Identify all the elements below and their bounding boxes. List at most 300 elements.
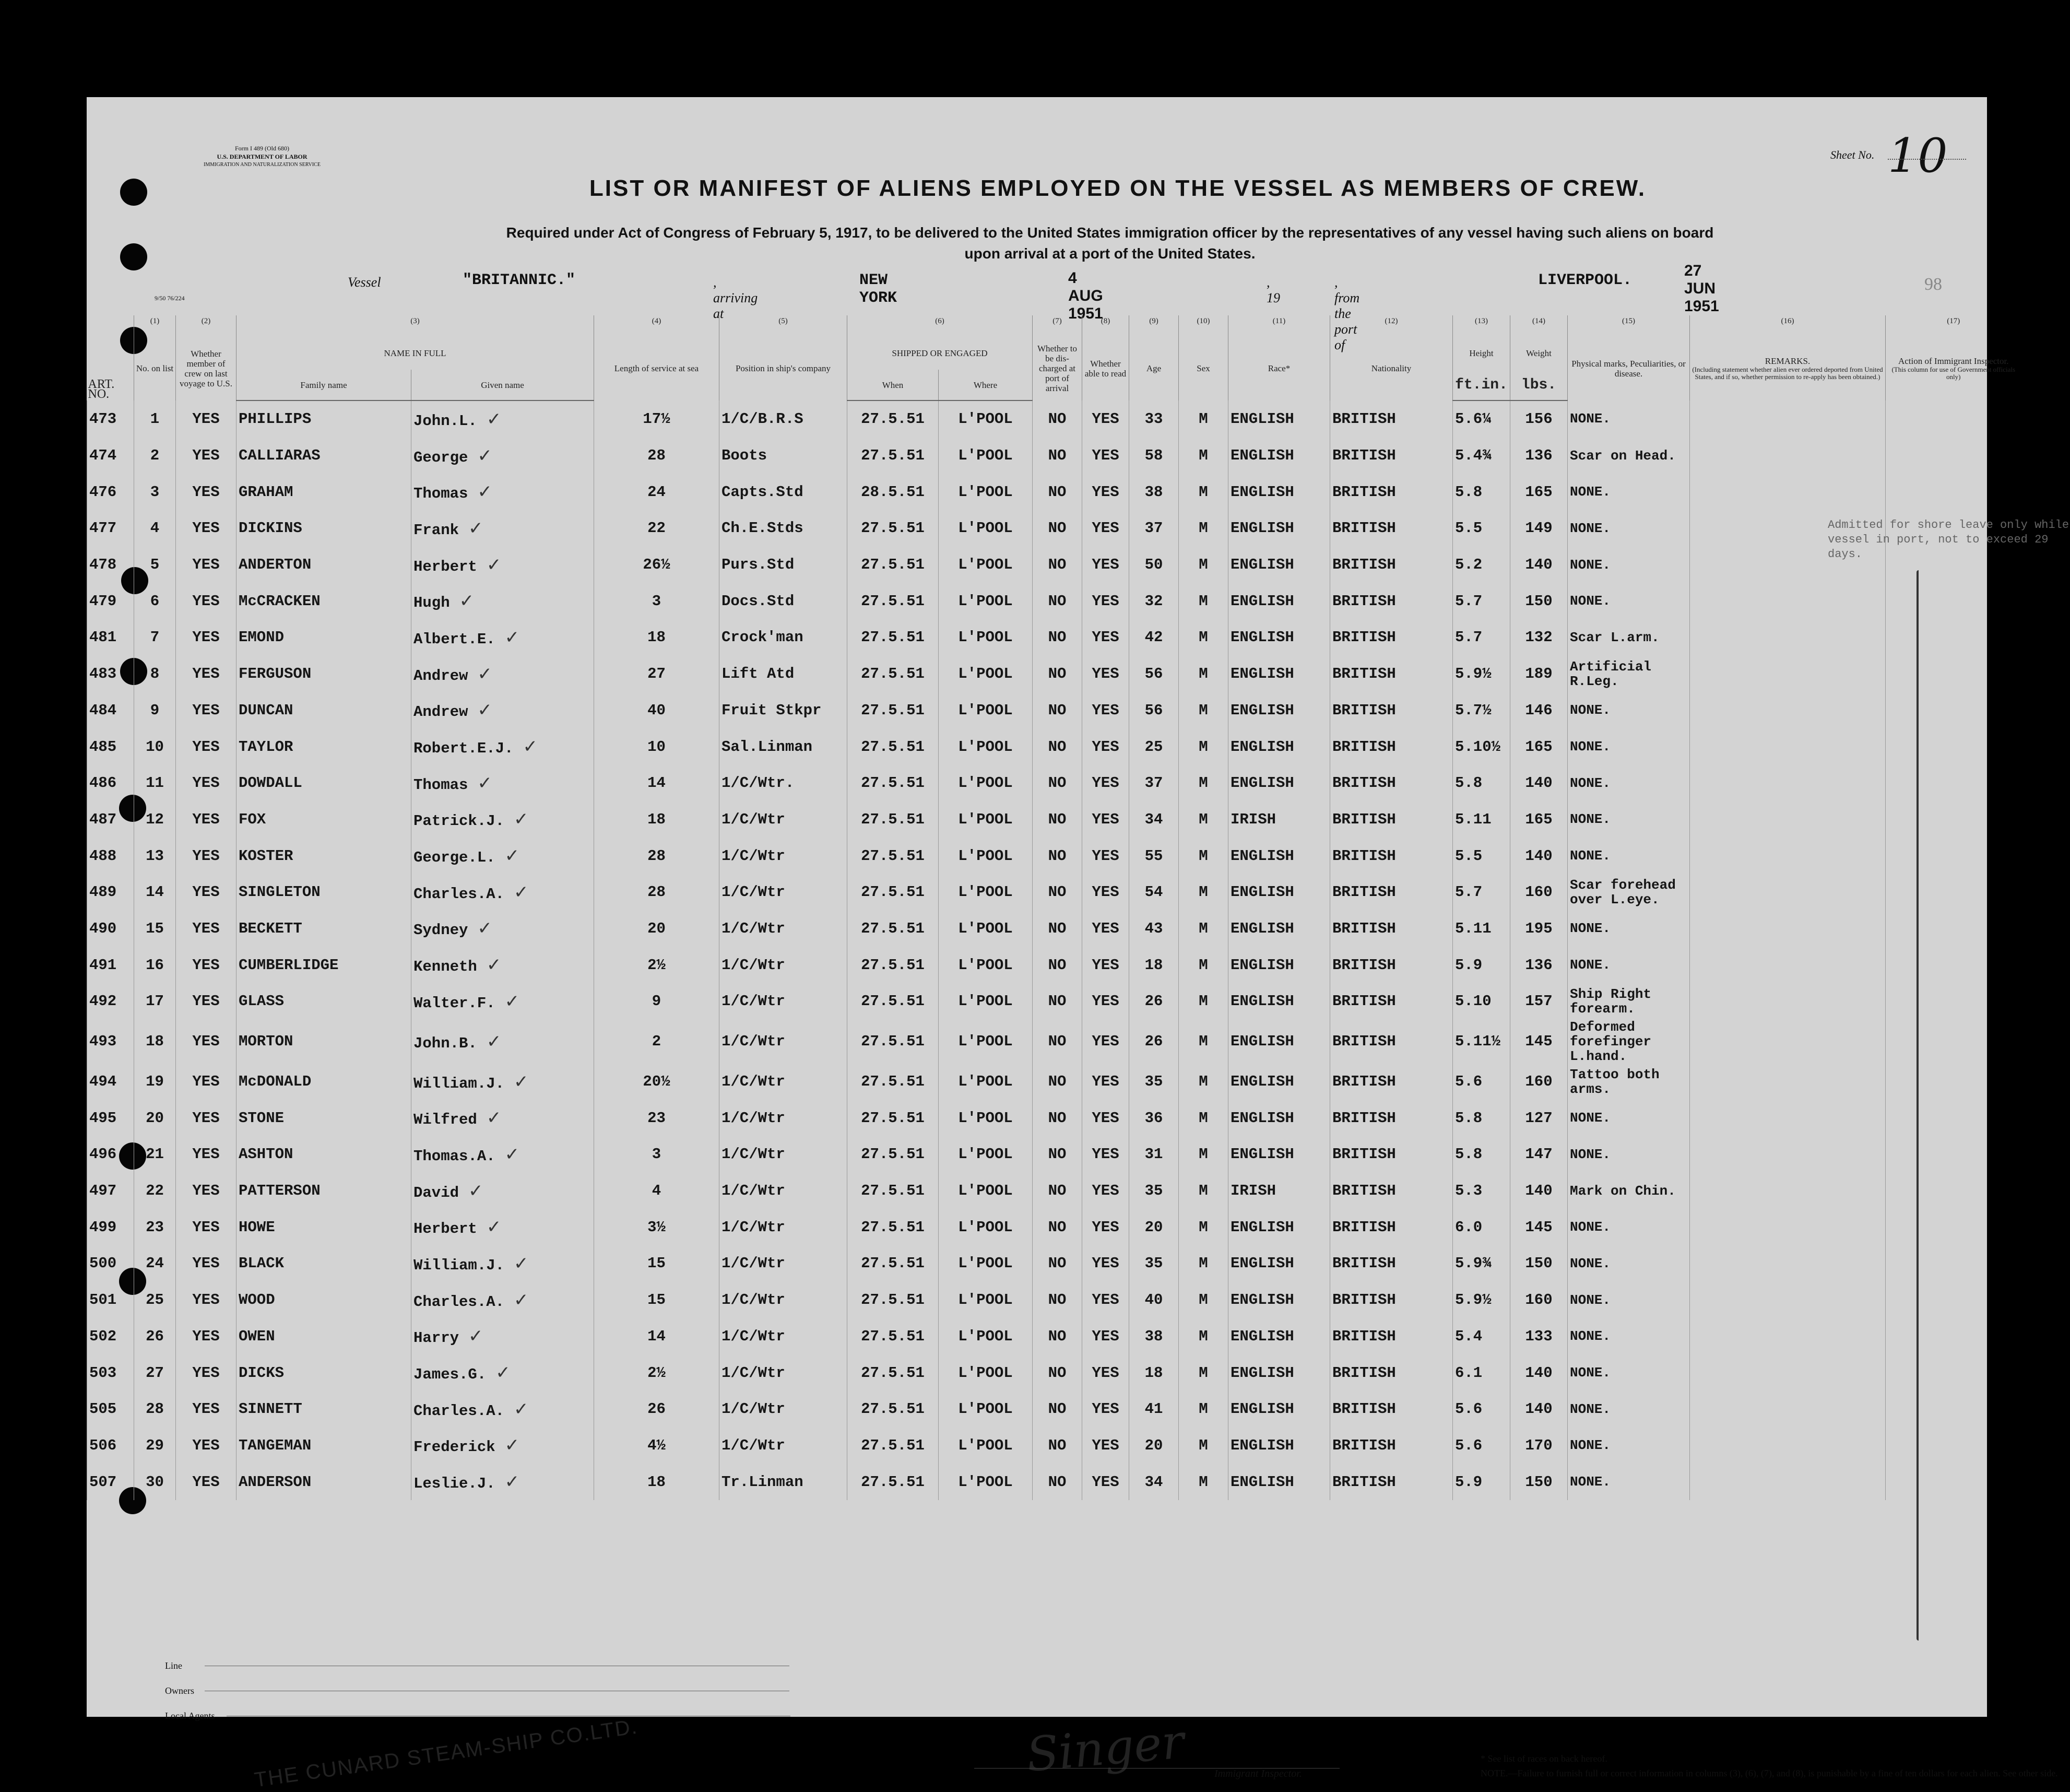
sex-cell xyxy=(1179,656,1228,692)
position-cell xyxy=(719,983,847,1020)
weight-cell-text: 140 xyxy=(1525,1182,1553,1200)
member-cell-text: YES xyxy=(192,629,220,646)
race-cell xyxy=(1228,474,1330,510)
sheet-line xyxy=(1888,159,1966,160)
when-cell xyxy=(847,583,939,619)
discharge-cell xyxy=(1033,1136,1082,1173)
read-cell-text: YES xyxy=(1092,956,1119,974)
table-row xyxy=(87,1318,2021,1355)
nationality-cell xyxy=(1330,583,1453,619)
member-cell xyxy=(176,656,236,692)
remarks-cell xyxy=(1690,947,1886,983)
when-cell xyxy=(847,1464,939,1500)
race-cell-text: ENGLISH xyxy=(1231,1473,1294,1491)
col-num-1: (1) xyxy=(134,315,176,336)
member-cell xyxy=(176,1282,236,1318)
row-no-text: 30 xyxy=(146,1473,164,1491)
where-cell-text: L'POOL xyxy=(958,883,1013,901)
nationality-cell xyxy=(1330,728,1453,765)
family-name-cell xyxy=(236,765,411,801)
where-cell-text: L'POOL xyxy=(958,1182,1013,1200)
given-name-cell xyxy=(411,510,594,547)
member-cell xyxy=(176,765,236,801)
age-cell-text: 35 xyxy=(1144,1182,1163,1200)
age-cell xyxy=(1129,765,1179,801)
length-cell-text: 24 xyxy=(647,483,666,501)
age-cell-text: 54 xyxy=(1144,883,1163,901)
given-name-cell-text: Kenneth xyxy=(413,958,477,976)
age-cell-text: 37 xyxy=(1144,520,1163,537)
race-cell xyxy=(1228,1464,1330,1500)
family-name-cell-text: ANDERTON xyxy=(239,556,312,574)
length-cell-text: 27 xyxy=(647,665,666,683)
row-no-text: 25 xyxy=(146,1291,164,1309)
height-cell-text: 5.9 xyxy=(1455,1473,1483,1491)
weight-cell xyxy=(1510,438,1568,474)
length-cell xyxy=(594,1282,719,1318)
length-cell-text: 20 xyxy=(647,919,666,937)
age-cell xyxy=(1129,692,1179,729)
nationality-cell xyxy=(1330,1354,1453,1391)
nationality-cell-text: BRITISH xyxy=(1332,592,1396,610)
sex-cell xyxy=(1179,510,1228,547)
weight-cell-text: 165 xyxy=(1525,810,1553,828)
art-no xyxy=(87,838,134,874)
sex-cell-text: M xyxy=(1199,1436,1208,1454)
when-cell-text: 28.5.51 xyxy=(861,483,925,501)
length-cell-text: 28 xyxy=(647,883,666,901)
discharge-cell-text: NO xyxy=(1048,1146,1067,1163)
action-title: Action of Immigrant Inspector. xyxy=(1898,356,2009,366)
length-cell xyxy=(594,400,719,438)
nationality-cell-text: BRITISH xyxy=(1332,520,1396,537)
position-cell xyxy=(719,583,847,619)
when-cell xyxy=(847,801,939,838)
member-cell-text: YES xyxy=(192,1291,220,1309)
discharge-cell-text: NO xyxy=(1048,1255,1067,1272)
nationality-cell-text: BRITISH xyxy=(1332,810,1396,828)
position-cell-text: 1/C/Wtr xyxy=(721,1073,785,1091)
read-cell-text: YES xyxy=(1092,1146,1119,1163)
where-cell xyxy=(939,400,1033,438)
position-cell xyxy=(719,765,847,801)
where-cell-text: L'POOL xyxy=(958,1033,1013,1051)
race-cell-text: ENGLISH xyxy=(1231,483,1294,501)
member-cell xyxy=(176,1209,236,1245)
age-cell-text: 41 xyxy=(1144,1400,1163,1418)
age-cell xyxy=(1129,1428,1179,1464)
row-no xyxy=(134,1464,176,1500)
where-cell-text: L'POOL xyxy=(958,410,1013,428)
marks-cell xyxy=(1568,1100,1690,1136)
where-cell-text: L'POOL xyxy=(958,847,1013,865)
action-cell xyxy=(1886,983,2021,1020)
position-cell-text: 1/C/Wtr xyxy=(721,1364,785,1382)
race-cell-text: ENGLISH xyxy=(1231,883,1294,901)
art-no-text: 484 xyxy=(89,701,117,719)
position-cell-text: Purs.Std xyxy=(721,556,795,574)
family-name-cell xyxy=(236,1209,411,1245)
race-cell-text: ENGLISH xyxy=(1231,1033,1294,1051)
family-name-cell-text: DICKINS xyxy=(239,520,302,537)
row-no xyxy=(134,838,176,874)
family-name-cell xyxy=(236,1391,411,1428)
family-name-cell-text: SINNETT xyxy=(239,1400,302,1418)
nationality-cell-text: BRITISH xyxy=(1332,1033,1396,1051)
race-cell-text: ENGLISH xyxy=(1231,774,1294,792)
race-cell-text: ENGLISH xyxy=(1231,1255,1294,1272)
when-cell-text: 27.5.51 xyxy=(861,956,925,974)
when-cell-text: 27.5.51 xyxy=(861,1109,925,1127)
check-mark-icon: ✓ xyxy=(477,700,492,721)
subtitle-line-1: Required under Act of Congress of February 5, 1917, to be delivered to the United States immigration officer by the representatives of any vessel having such aliens on board xyxy=(506,225,1714,241)
race-cell xyxy=(1228,656,1330,692)
marks-cell xyxy=(1568,1173,1690,1209)
given-name-cell-text: John.L. xyxy=(413,412,477,430)
when-cell xyxy=(847,619,939,656)
position-cell xyxy=(719,1020,847,1064)
race-cell xyxy=(1228,438,1330,474)
sex-cell-text: M xyxy=(1199,738,1208,756)
where-cell xyxy=(939,692,1033,729)
member-cell-text: YES xyxy=(192,1109,220,1127)
given-name-cell-text: Thomas.A. xyxy=(413,1147,495,1165)
where-cell xyxy=(939,1020,1033,1064)
where-cell xyxy=(939,656,1033,692)
col-num-8: (8) xyxy=(1082,315,1129,336)
check-mark-icon: ✓ xyxy=(486,1031,502,1052)
height-cell-text: 5.8 xyxy=(1455,1109,1483,1127)
read-cell-text: YES xyxy=(1092,701,1119,719)
row-no-text: 18 xyxy=(146,1033,164,1051)
when-cell-text: 27.5.51 xyxy=(861,1473,925,1491)
given-name-cell-text: George.L. xyxy=(413,849,495,867)
family-name-cell-text: CUMBERLIDGE xyxy=(239,956,339,974)
check-mark-icon: ✓ xyxy=(459,591,475,612)
when-cell xyxy=(847,947,939,983)
action-cell xyxy=(1886,1100,2021,1136)
length-cell-text: 40 xyxy=(647,701,666,719)
remarks-cell xyxy=(1690,765,1886,801)
col-physical-marks: Physical marks, Peculiarities, or disease. xyxy=(1568,336,1690,400)
marks-cell xyxy=(1568,510,1690,547)
read-cell-text: YES xyxy=(1092,1400,1119,1418)
where-cell-text: L'POOL xyxy=(958,1436,1013,1454)
length-cell-text: 10 xyxy=(647,738,666,756)
age-cell xyxy=(1129,801,1179,838)
weight-cell-text: 147 xyxy=(1525,1146,1553,1163)
member-cell xyxy=(176,728,236,765)
row-no xyxy=(134,1354,176,1391)
when-cell xyxy=(847,1391,939,1428)
given-name-cell xyxy=(411,765,594,801)
member-cell xyxy=(176,1100,236,1136)
read-cell-text: YES xyxy=(1092,592,1119,610)
weight-cell-text: 170 xyxy=(1525,1436,1553,1454)
row-no xyxy=(134,1173,176,1209)
age-cell xyxy=(1129,1318,1179,1355)
discharge-cell xyxy=(1033,656,1082,692)
position-cell-text: 1/C/Wtr xyxy=(721,1327,785,1345)
member-cell-text: YES xyxy=(192,883,220,901)
remarks-cell xyxy=(1690,656,1886,692)
where-cell xyxy=(939,510,1033,547)
nationality-cell xyxy=(1330,1136,1453,1173)
race-cell xyxy=(1228,1100,1330,1136)
remarks-cell xyxy=(1690,801,1886,838)
age-cell-text: 38 xyxy=(1144,1327,1163,1345)
member-cell-text: YES xyxy=(192,1436,220,1454)
when-cell-text: 27.5.51 xyxy=(861,592,925,610)
sex-cell-text: M xyxy=(1199,483,1208,501)
read-cell xyxy=(1082,1209,1129,1245)
position-cell xyxy=(719,547,847,583)
column-number-row xyxy=(87,315,2021,336)
length-cell-text: 15 xyxy=(647,1291,666,1309)
length-cell-text: 15 xyxy=(647,1255,666,1272)
age-cell-text: 50 xyxy=(1144,556,1163,574)
where-cell xyxy=(939,1464,1033,1500)
col-num-9: (9) xyxy=(1129,315,1179,336)
arrival-port: NEW YORK xyxy=(859,272,897,307)
nationality-cell xyxy=(1330,1209,1453,1245)
col-age: Age xyxy=(1129,336,1179,400)
nationality-cell xyxy=(1330,874,1453,911)
art-no-text: 495 xyxy=(89,1109,117,1127)
age-cell xyxy=(1129,474,1179,510)
discharge-cell xyxy=(1033,438,1082,474)
weight-cell-text: 146 xyxy=(1525,701,1553,719)
member-cell-text: YES xyxy=(192,1400,220,1418)
nationality-cell xyxy=(1330,801,1453,838)
given-name-cell xyxy=(411,1173,594,1209)
sex-cell-text: M xyxy=(1199,774,1208,792)
page-title: LIST OR MANIFEST OF ALIENS EMPLOYED ON THE VESSEL AS MEMBERS OF CREW. xyxy=(589,175,1647,201)
art-no-text: 473 xyxy=(89,410,117,428)
action-cell xyxy=(1886,1173,2021,1209)
length-cell xyxy=(594,438,719,474)
age-cell xyxy=(1129,510,1179,547)
race-cell xyxy=(1228,874,1330,911)
when-cell-text: 27.5.51 xyxy=(861,1033,925,1051)
discharge-cell xyxy=(1033,1064,1082,1100)
where-cell xyxy=(939,1209,1033,1245)
nationality-cell-text: BRITISH xyxy=(1332,1473,1396,1491)
height-cell xyxy=(1453,510,1510,547)
marks-cell xyxy=(1568,656,1690,692)
discharge-cell-text: NO xyxy=(1048,810,1067,828)
length-cell xyxy=(594,911,719,947)
art-no xyxy=(87,911,134,947)
read-cell xyxy=(1082,1020,1129,1064)
art-no xyxy=(87,1064,134,1100)
art-no xyxy=(87,1318,134,1355)
marks-cell xyxy=(1568,911,1690,947)
length-cell xyxy=(594,1318,719,1355)
art-no-text: 494 xyxy=(89,1073,117,1091)
weight-cell xyxy=(1510,765,1568,801)
age-cell-text: 35 xyxy=(1144,1073,1163,1091)
discharge-cell xyxy=(1033,801,1082,838)
where-cell xyxy=(939,547,1033,583)
inspector-signature: Singer xyxy=(1024,1714,1187,1783)
position-cell-text: Crock'man xyxy=(721,629,803,646)
length-cell xyxy=(594,1428,719,1464)
read-cell xyxy=(1082,983,1129,1020)
check-mark-icon: ✓ xyxy=(504,1471,520,1493)
discharge-cell xyxy=(1033,1428,1082,1464)
nationality-cell xyxy=(1330,400,1453,438)
weight-cell-text: 140 xyxy=(1525,556,1553,574)
marks-cell xyxy=(1568,400,1690,438)
discharge-cell xyxy=(1033,400,1082,438)
read-cell-text: YES xyxy=(1092,1033,1119,1051)
weight-cell-text: 157 xyxy=(1525,993,1553,1010)
table-row xyxy=(87,1209,2021,1245)
nationality-cell-text: BRITISH xyxy=(1332,483,1396,501)
family-name-cell xyxy=(236,947,411,983)
discharge-cell xyxy=(1033,765,1082,801)
given-name-cell xyxy=(411,1245,594,1282)
position-cell-text: 1/C/Wtr xyxy=(721,1436,785,1454)
member-cell xyxy=(176,947,236,983)
column-title-row xyxy=(87,336,2021,370)
sex-cell xyxy=(1179,1428,1228,1464)
family-name-cell xyxy=(236,728,411,765)
row-no-text: 11 xyxy=(146,774,164,792)
nationality-cell-text: BRITISH xyxy=(1332,1364,1396,1382)
row-no xyxy=(134,583,176,619)
given-name-cell xyxy=(411,1354,594,1391)
col-num-11: (11) xyxy=(1228,315,1330,336)
check-mark-icon: ✓ xyxy=(486,554,502,575)
member-cell xyxy=(176,874,236,911)
height-cell-text: 5.5 xyxy=(1455,847,1483,865)
given-name-cell xyxy=(411,801,594,838)
check-mark-icon: ✓ xyxy=(486,408,502,430)
art-no xyxy=(87,510,134,547)
when-cell-text: 27.5.51 xyxy=(861,919,925,937)
col-position: Position in ship's company xyxy=(719,336,847,400)
length-cell xyxy=(594,1391,719,1428)
discharge-cell xyxy=(1033,692,1082,729)
height-cell-text: 5.11 xyxy=(1455,919,1492,937)
marks-cell-text: NONE. xyxy=(1570,1365,1611,1381)
where-cell-text: L'POOL xyxy=(958,556,1013,574)
given-name-cell xyxy=(411,583,594,619)
sex-cell-text: M xyxy=(1199,665,1208,683)
art-no xyxy=(87,1100,134,1136)
row-no-text: 22 xyxy=(146,1182,164,1200)
vessel-name: "BRITANNIC." xyxy=(463,272,576,289)
member-cell-text: YES xyxy=(192,556,220,574)
age-cell-text: 34 xyxy=(1144,1473,1163,1491)
discharge-cell xyxy=(1033,983,1082,1020)
length-cell xyxy=(594,656,719,692)
action-cell xyxy=(1886,400,2021,438)
discharge-cell-text: NO xyxy=(1048,1182,1067,1200)
given-name-cell xyxy=(411,838,594,874)
art-no-text: 490 xyxy=(89,919,117,937)
length-cell-text: 14 xyxy=(647,774,666,792)
sex-cell-text: M xyxy=(1199,410,1208,428)
height-cell-text: 5.2 xyxy=(1455,556,1483,574)
weight-cell-text: 189 xyxy=(1525,665,1553,683)
position-cell xyxy=(719,874,847,911)
weight-cell xyxy=(1510,911,1568,947)
weight-cell xyxy=(1510,983,1568,1020)
remarks-cell xyxy=(1690,474,1886,510)
read-cell-text: YES xyxy=(1092,810,1119,828)
height-cell-text: 5.9½ xyxy=(1455,1291,1492,1309)
family-name-cell xyxy=(236,1428,411,1464)
form-service: IMMIGRATION AND NATURALIZATION SERVICE xyxy=(204,162,321,168)
member-cell xyxy=(176,1391,236,1428)
race-cell xyxy=(1228,1428,1330,1464)
action-cell xyxy=(1886,911,2021,947)
remarks-bracket-line xyxy=(1917,570,1921,1641)
weight-cell xyxy=(1510,656,1568,692)
age-cell xyxy=(1129,1064,1179,1100)
given-name-cell-text: Herbert xyxy=(413,558,477,575)
age-cell xyxy=(1129,1209,1179,1245)
when-cell xyxy=(847,474,939,510)
height-cell-text: 5.9½ xyxy=(1455,665,1492,683)
check-mark-icon: ✓ xyxy=(504,1143,520,1165)
position-cell xyxy=(719,1064,847,1100)
given-name-cell-text: Charles.A. xyxy=(413,1293,505,1311)
where-cell-text: L'POOL xyxy=(958,1255,1013,1272)
col-family-name: Family name xyxy=(236,370,411,400)
race-cell xyxy=(1228,1282,1330,1318)
when-cell-text: 27.5.51 xyxy=(861,556,925,574)
race-cell-text: ENGLISH xyxy=(1231,956,1294,974)
weight-cell xyxy=(1510,1136,1568,1173)
nationality-cell xyxy=(1330,1464,1453,1500)
nationality-cell-text: BRITISH xyxy=(1332,1436,1396,1454)
discharge-cell-text: NO xyxy=(1048,447,1067,465)
weight-cell xyxy=(1510,510,1568,547)
discharge-cell xyxy=(1033,510,1082,547)
when-cell-text: 27.5.51 xyxy=(861,520,925,537)
sex-cell xyxy=(1179,474,1228,510)
position-cell xyxy=(719,400,847,438)
position-cell-text: 1/C/Wtr xyxy=(721,956,785,974)
read-cell-text: YES xyxy=(1092,847,1119,865)
where-cell xyxy=(939,1245,1033,1282)
col-num-3: (3) xyxy=(236,315,594,336)
when-cell xyxy=(847,1209,939,1245)
race-cell-text: ENGLISH xyxy=(1231,1436,1294,1454)
action-cell xyxy=(1886,656,2021,692)
nationality-cell-text: BRITISH xyxy=(1332,1073,1396,1091)
where-cell xyxy=(939,728,1033,765)
col-remarks xyxy=(1690,336,1886,400)
discharge-cell-text: NO xyxy=(1048,956,1067,974)
discharge-cell xyxy=(1033,1173,1082,1209)
height-cell-text: 5.11½ xyxy=(1455,1033,1501,1051)
race-cell xyxy=(1228,400,1330,438)
member-cell xyxy=(176,1428,236,1464)
nationality-cell xyxy=(1330,838,1453,874)
weight-cell-text: 133 xyxy=(1525,1327,1553,1345)
given-name-cell-text: Patrick.J. xyxy=(413,812,505,830)
row-no xyxy=(134,656,176,692)
remarks-cell xyxy=(1690,1173,1886,1209)
position-cell xyxy=(719,1245,847,1282)
table-row xyxy=(87,838,2021,874)
form-dept: U.S. DEPARTMENT OF LABOR xyxy=(217,153,307,160)
